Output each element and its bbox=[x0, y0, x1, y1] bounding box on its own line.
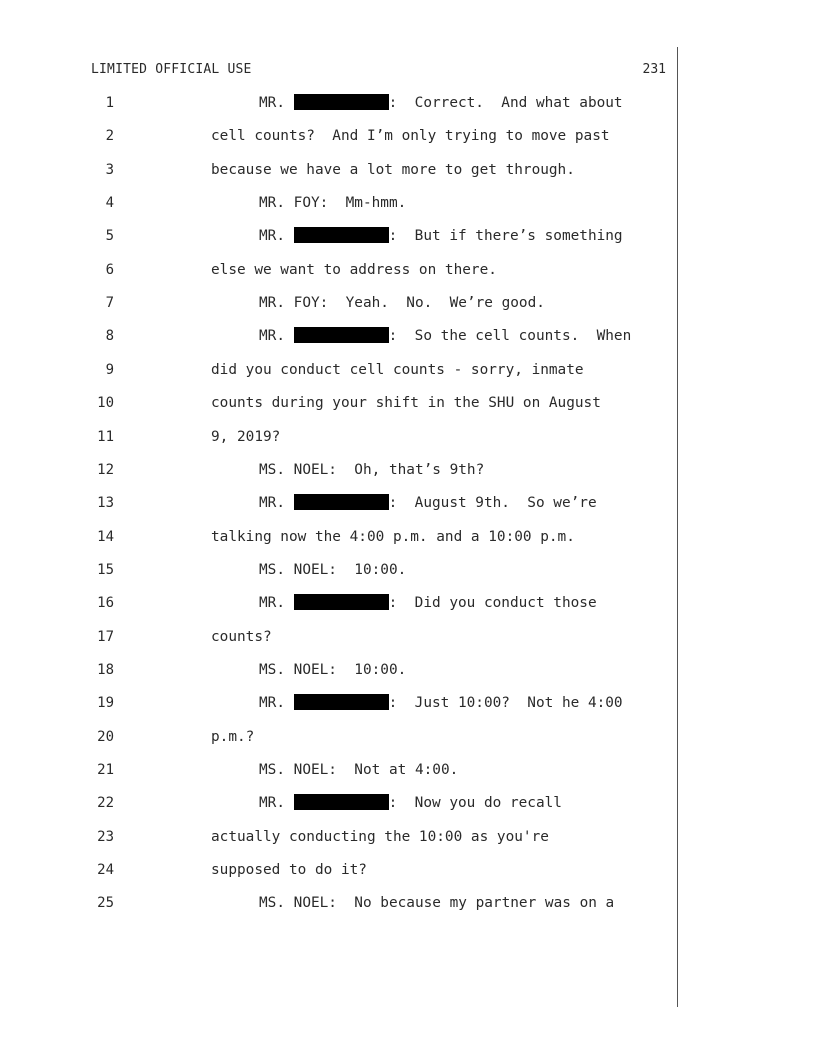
line-number: 11 bbox=[97, 429, 114, 445]
line-number: 13 bbox=[97, 495, 114, 511]
transcript-line bbox=[0, 826, 816, 848]
redaction-box bbox=[294, 227, 389, 243]
spoken-text: MR. FOY: Yeah. No. We’re good. bbox=[259, 295, 545, 311]
transcript-line bbox=[0, 159, 816, 181]
line-number: 14 bbox=[97, 529, 114, 545]
line-text bbox=[211, 726, 254, 748]
line-text bbox=[211, 526, 575, 548]
transcript-line bbox=[0, 392, 816, 414]
speaker-label: MR. bbox=[259, 795, 285, 811]
spoken-text: : But if there’s something bbox=[388, 228, 623, 244]
speaker-label: MR. bbox=[259, 95, 285, 111]
transcript-line bbox=[0, 426, 816, 448]
line-text bbox=[259, 459, 484, 481]
transcript-line bbox=[0, 359, 816, 381]
line-text bbox=[259, 659, 406, 681]
line-text bbox=[259, 492, 597, 514]
line-text bbox=[259, 559, 406, 581]
redaction-box bbox=[294, 694, 389, 710]
line-number: 4 bbox=[105, 195, 114, 211]
spoken-text: p.m.? bbox=[211, 729, 255, 745]
spoken-text: MS. NOEL: Oh, that’s 9th? bbox=[259, 462, 485, 478]
line-number: 25 bbox=[97, 895, 114, 911]
transcript-line bbox=[0, 792, 816, 814]
page-number: 231 bbox=[642, 62, 666, 77]
transcript-line bbox=[0, 492, 816, 514]
transcript-line bbox=[0, 92, 816, 114]
spoken-text: MS. NOEL: 10:00. bbox=[259, 562, 407, 578]
transcript-line bbox=[0, 559, 816, 581]
line-number: 8 bbox=[105, 328, 114, 344]
line-text bbox=[259, 92, 623, 114]
spoken-text: : Now you do recall bbox=[388, 795, 562, 811]
speaker-label: MR. bbox=[259, 595, 285, 611]
line-number: 5 bbox=[105, 228, 114, 244]
speaker-label: MR. bbox=[259, 695, 285, 711]
line-number: 23 bbox=[97, 829, 114, 845]
spoken-text: : Just 10:00? Not he 4:00 bbox=[388, 695, 623, 711]
line-number: 19 bbox=[97, 695, 114, 711]
spoken-text: else we want to address on there. bbox=[211, 262, 497, 278]
line-number: 6 bbox=[105, 262, 114, 278]
spoken-text: counts? bbox=[211, 629, 272, 645]
transcript-line bbox=[0, 659, 816, 681]
transcript-line bbox=[0, 292, 816, 314]
line-text bbox=[259, 892, 614, 914]
spoken-text: cell counts? And I’m only trying to move past bbox=[211, 128, 610, 144]
line-number: 21 bbox=[97, 762, 114, 778]
transcript-line bbox=[0, 459, 816, 481]
classification-header: LIMITED OFFICIAL USE bbox=[91, 62, 252, 77]
transcript-line bbox=[0, 759, 816, 781]
line-text bbox=[259, 225, 623, 247]
speaker-label: MR. bbox=[259, 495, 285, 511]
spoken-text: MS. NOEL: 10:00. bbox=[259, 662, 407, 678]
transcript-line bbox=[0, 692, 816, 714]
line-text bbox=[259, 325, 631, 347]
line-number: 10 bbox=[97, 395, 114, 411]
spoken-text: 9, 2019? bbox=[211, 429, 281, 445]
line-text bbox=[211, 159, 575, 181]
line-text bbox=[211, 626, 272, 648]
line-number: 22 bbox=[97, 795, 114, 811]
spoken-text: MS. NOEL: No because my partner was on a bbox=[259, 895, 615, 911]
spoken-text: counts during your shift in the SHU on August bbox=[211, 395, 601, 411]
line-number: 7 bbox=[105, 295, 114, 311]
line-text bbox=[211, 392, 601, 414]
line-text bbox=[211, 359, 584, 381]
line-text bbox=[259, 592, 597, 614]
redaction-box bbox=[294, 594, 389, 610]
line-number: 24 bbox=[97, 862, 114, 878]
spoken-text: : Correct. And what about bbox=[388, 95, 623, 111]
line-number: 12 bbox=[97, 462, 114, 478]
transcript-line bbox=[0, 259, 816, 281]
line-text bbox=[259, 792, 562, 814]
line-text bbox=[259, 759, 458, 781]
line-number: 15 bbox=[97, 562, 114, 578]
line-text bbox=[259, 692, 623, 714]
spoken-text: : Did you conduct those bbox=[388, 595, 597, 611]
spoken-text: did you conduct cell counts - sorry, inmate bbox=[211, 362, 584, 378]
line-number: 18 bbox=[97, 662, 114, 678]
line-text bbox=[211, 859, 367, 881]
line-number: 3 bbox=[105, 162, 114, 178]
spoken-text: MR. FOY: Mm-hmm. bbox=[259, 195, 407, 211]
spoken-text: talking now the 4:00 p.m. and a 10:00 p.m. bbox=[211, 529, 575, 545]
line-text bbox=[259, 292, 545, 314]
line-number: 20 bbox=[97, 729, 114, 745]
transcript-line bbox=[0, 859, 816, 881]
transcript-line bbox=[0, 325, 816, 347]
redaction-box bbox=[294, 94, 389, 110]
line-text bbox=[211, 125, 610, 147]
line-number: 9 bbox=[105, 362, 114, 378]
spoken-text: actually conducting the 10:00 as you're bbox=[211, 829, 549, 845]
transcript-line bbox=[0, 125, 816, 147]
line-text bbox=[211, 826, 549, 848]
spoken-text: supposed to do it? bbox=[211, 862, 367, 878]
spoken-text: because we have a lot more to get through. bbox=[211, 162, 575, 178]
line-number: 2 bbox=[105, 128, 114, 144]
spoken-text: : August 9th. So we’re bbox=[388, 495, 597, 511]
transcript-line bbox=[0, 726, 816, 748]
line-text bbox=[259, 192, 406, 214]
transcript-line bbox=[0, 192, 816, 214]
redaction-box bbox=[294, 494, 389, 510]
spoken-text: : So the cell counts. When bbox=[388, 328, 632, 344]
speaker-label: MR. bbox=[259, 228, 285, 244]
line-text bbox=[211, 259, 497, 281]
line-number: 1 bbox=[105, 95, 114, 111]
transcript-line bbox=[0, 225, 816, 247]
transcript-line bbox=[0, 626, 816, 648]
line-number: 17 bbox=[97, 629, 114, 645]
transcript-line bbox=[0, 892, 816, 914]
transcript-line bbox=[0, 592, 816, 614]
speaker-label: MR. bbox=[259, 328, 285, 344]
line-text bbox=[211, 426, 280, 448]
line-number: 16 bbox=[97, 595, 114, 611]
redaction-box bbox=[294, 794, 389, 810]
spoken-text: MS. NOEL: Not at 4:00. bbox=[259, 762, 459, 778]
redaction-box bbox=[294, 327, 389, 343]
transcript-line bbox=[0, 526, 816, 548]
